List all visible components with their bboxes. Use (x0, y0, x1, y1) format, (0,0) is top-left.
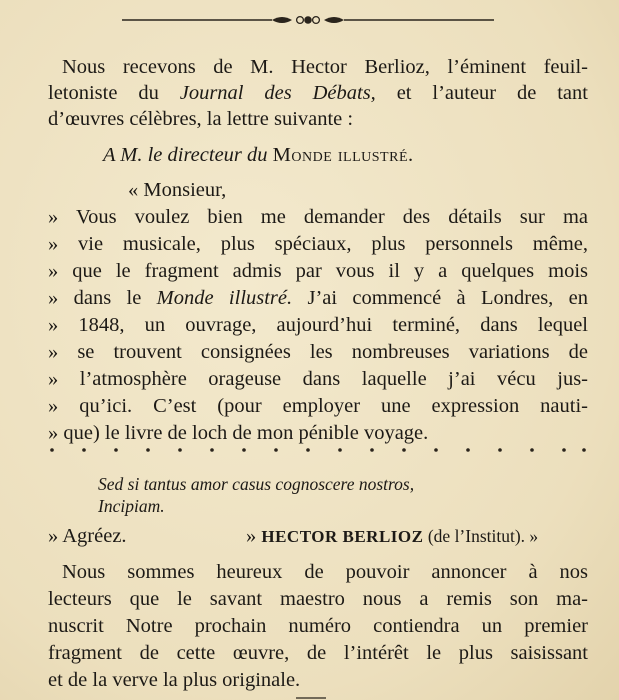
page-edge-mark (296, 694, 326, 700)
intro-line-3: d’œuvres célèbres, la lettre suivante : (48, 108, 354, 130)
latin-quote-line-1: Sed si tantus amor casus cognoscere nostros, (98, 474, 415, 494)
outro-line-3: nuscrit Notre prochain numéro contiendra un premier (48, 615, 588, 637)
letter-line-8: » qu’ici. C’est (pour employer une expression nauti- (48, 395, 588, 417)
outro-line-5: et de la verve la plus originale. (48, 669, 301, 691)
letter-signature: » HECTOR BERLIOZ (de l’Institut). » (246, 525, 539, 547)
ornament-divider-icon (122, 10, 494, 30)
letter-line-5: » 1848, un ouvrage, aujourd’hui terminé, dans lequel (48, 314, 588, 336)
outro-line-4: fragment de cette œuvre, de l’intérêt le plus saisissant (48, 642, 588, 664)
letter-line-4: » dans le Monde illustré. J’ai commencé à Londres, en (48, 287, 588, 309)
letter-line-1: » Vous voulez bien me demander des détails sur ma (48, 206, 588, 228)
letter-address: A M. le directeur du Monde illustré. (103, 144, 414, 166)
letter-salutation: « Monsieur, (128, 179, 227, 201)
outro-line-2: lecteurs que le savant maestro nous a remis son ma- (48, 588, 588, 610)
intro-line-2: letoniste du Journal des Débats, et l’auteur de tant (48, 82, 588, 104)
letter-line-6: » se trouvent consignées les nombreuses variations de (48, 341, 588, 363)
letter-line-7: » l’atmosphère orageuse dans laquelle j’ai vécu jus- (48, 368, 588, 390)
letter-line-9: » que) le livre de loch de mon pénible voyage. (48, 422, 429, 444)
latin-quote-line-2: Incipiam. (98, 496, 165, 516)
outro-line-1: Nous sommes heureux de pouvoir annoncer à nos (62, 561, 588, 583)
ellipsis-dots-divider (48, 446, 588, 454)
letter-closing: » Agréez. (48, 525, 127, 547)
letter-line-2: » vie musicale, plus spéciaux, plus personnels même, (48, 233, 588, 255)
intro-line-1: Nous recevons de M. Hector Berlioz, l’éminent feuil- (62, 56, 588, 78)
letter-line-3: » que le fragment admis par vous il y a quelques mois (48, 260, 588, 282)
